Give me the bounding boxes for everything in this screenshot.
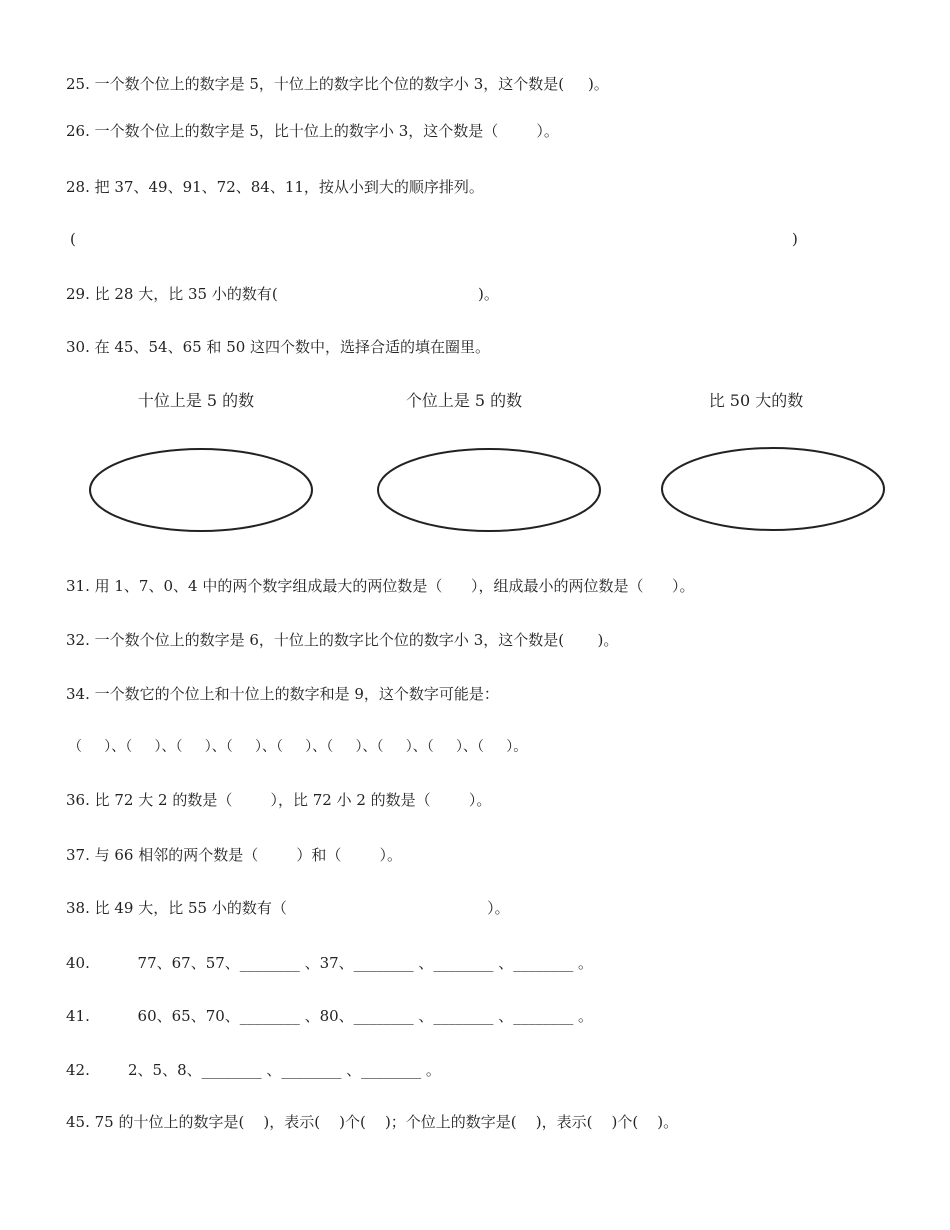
- answer-circle-tens-5[interactable]: [90, 449, 312, 531]
- question-31: 31. 用 1、7、0、4 中的两个数字组成最大的两位数是（ ），组成最小的两位数是（ ）。: [66, 577, 695, 595]
- question-36: 36. 比 72 大 2 的数是（ ），比 72 小 2 的数是（ ）。: [66, 791, 492, 809]
- circle-label-ones-5: 个位上是 5 的数: [405, 391, 523, 410]
- question-28: 28. 把 37、49、91、72、84、11，按从小到大的顺序排列。: [66, 178, 484, 196]
- question-34-blanks: （ ）、（ ）、（ ）、（ ）、（ ）、（ ）、（ ）、（ ）、（ ）。: [68, 739, 528, 755]
- question-29: 29. 比 28 大，比 35 小的数有( )。: [66, 285, 499, 303]
- question-40: 40. 77、67、57、________ 、37、________ 、________ 、________ 。: [66, 954, 593, 972]
- question-34: 34. 一个数它的个位上和十位上的数字和是 9，这个数字可能是：: [66, 685, 499, 703]
- question-38: 38. 比 49 大，比 55 小的数有（ ）。: [66, 899, 510, 917]
- question-28-answer-close-paren: ): [792, 230, 798, 248]
- question-37: 37. 与 66 相邻的两个数是（ ）和（ ）。: [66, 846, 403, 864]
- question-32: 32. 一个数个位上的数字是 6，十位上的数字比个位的数字小 3，这个数是( )。: [66, 631, 619, 649]
- question-42: 42. 2、5、8、________ 、________ 、________ 。: [66, 1061, 441, 1079]
- answer-circles: [0, 440, 950, 540]
- question-25: 25. 一个数个位上的数字是 5，十位上的数字比个位的数字小 3，这个数是( )。: [66, 75, 609, 93]
- question-30: 30. 在 45、54、65 和 50 这四个数中，选择合适的填在圈里。: [66, 338, 491, 356]
- circle-label-tens-5: 十位上是 5 的数: [137, 391, 255, 410]
- question-28-answer-open-paren: (: [70, 230, 76, 248]
- question-26: 26. 一个数个位上的数字是 5，比十位上的数字小 3，这个数是（ ）。: [66, 122, 559, 140]
- question-41: 41. 60、65、70、________ 、80、________ 、________ 、________ 。: [66, 1007, 593, 1025]
- answer-circle-gt-50[interactable]: [662, 448, 884, 530]
- question-45: 45. 75 的十位上的数字是( )，表示( )个( )；个位上的数字是( )，表示( )个( )。: [66, 1113, 679, 1131]
- answer-circle-ones-5[interactable]: [378, 449, 600, 531]
- circle-label-gt-50: 比 50 大的数: [708, 391, 804, 410]
